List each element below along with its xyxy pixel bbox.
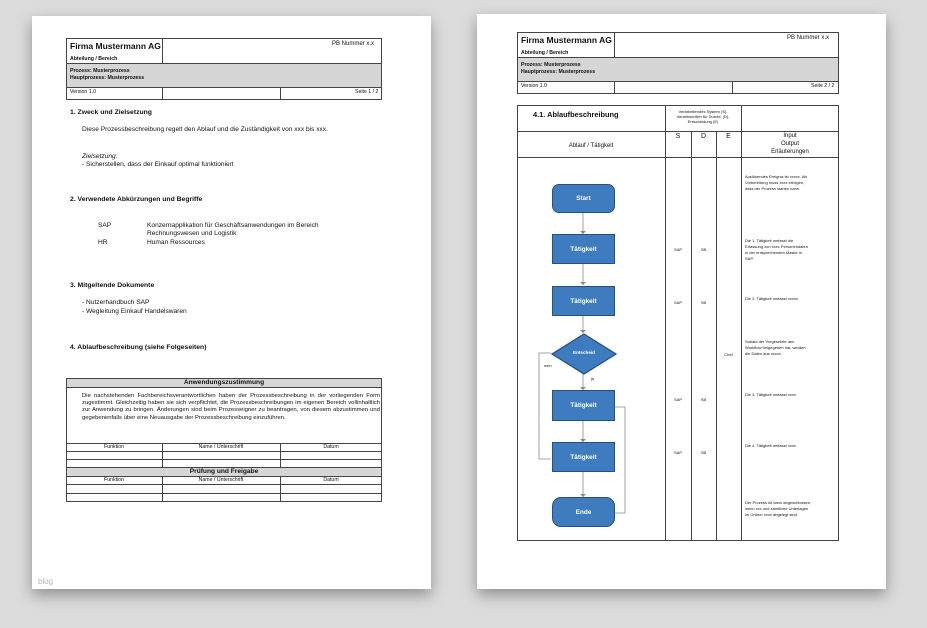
main-process-name: Hauptprozess: Musterprozess — [70, 75, 145, 81]
col-name-signature: Name / Unterschrift — [198, 444, 244, 450]
department: Abteilung / Bereich — [70, 56, 118, 62]
col-activity: Ablauf / Tätigkeit — [568, 143, 614, 149]
col-date: Datum — [323, 444, 339, 450]
goal-text: - Sicherstellen, dass der Einkauf optimal funktioniert — [82, 161, 234, 168]
company-name: Firma Mustermann AG — [521, 35, 612, 45]
flow-label-no: nein — [544, 363, 552, 368]
col-output: Output — [780, 141, 799, 147]
col-date: Datum — [323, 477, 339, 483]
main-process-name: Hauptprozess: Musterprozess — [521, 69, 596, 75]
pb-number: PB Nummer x.x — [332, 41, 375, 47]
process-name: Prozess: Musterprozess — [521, 62, 581, 68]
abbr-value: Human Ressources — [147, 239, 205, 246]
section-3-title: 3. Mitgeltende Dokumente — [70, 282, 155, 289]
row-note: dass der Prozess starten kann. — [745, 186, 801, 191]
legend-line: Verantwortlich für Durchf. (D), — [676, 114, 730, 119]
row-note: wenn xxx und sämtliche Unterlagen — [745, 506, 809, 511]
version: Version 1.0 — [521, 83, 547, 89]
row-note: im Ordner xxxx abgelegt sind. — [745, 512, 798, 517]
row-note: Die 4. Tätigkeit umfasst xxxx — [745, 443, 796, 448]
abbr-key: SAP — [98, 222, 112, 229]
document-page-2 — [477, 14, 886, 589]
row-note: Auslösendes Ereignis ist xxxxx. Als — [745, 174, 808, 179]
document-page-1 — [32, 16, 431, 589]
row-decision: Chef — [724, 352, 733, 357]
row-note: Vorbereitung muss xxxx erfolgen, — [745, 180, 805, 185]
col-d: D — [700, 133, 707, 140]
row-responsible: SB — [700, 450, 707, 455]
row-note: Die 1. Tätigkeit umfasst die — [745, 238, 794, 243]
row-note: SAP. — [745, 256, 754, 261]
section-1-title: 1. Zweck und Zielsetzung — [70, 109, 152, 116]
flow-task-1: Tätigkeit — [552, 234, 615, 264]
col-name-signature: Name / Unterschrift — [198, 477, 244, 483]
legend-line: Entscheidung (E) — [687, 119, 719, 124]
flow-end: Ende — [552, 497, 615, 527]
row-note: Der Prozess ist dann abgeschlossen, — [745, 500, 812, 505]
company-name: Firma Mustermann AG — [70, 41, 161, 51]
goal-label: Zielsetzung: — [82, 153, 118, 160]
row-system: SAP — [673, 397, 682, 402]
watermark: blog — [38, 577, 54, 586]
row-responsible: SB — [700, 397, 707, 402]
col-input: Input — [783, 133, 797, 139]
section-4-title: 4. Ablaufbeschreibung (siehe Folgeseiten) — [70, 344, 207, 351]
col-function: Funktion — [104, 444, 124, 450]
department: Abteilung / Bereich — [521, 50, 569, 56]
flow-decision-label: Entscheid — [573, 350, 595, 355]
col-explanations: Erläuterungen — [771, 149, 809, 155]
col-function: Funktion — [104, 477, 124, 483]
abbr-value: Rechnungswesen und Logistik — [147, 230, 237, 237]
section-1-text: Diese Prozessbeschreibung regelt den Ablauf und die Zuständigkeit von xxx bis xxx. — [82, 126, 328, 133]
page-number: Seite 2 / 2 — [811, 83, 835, 89]
col-e: E — [726, 133, 731, 140]
row-system: SAP — [673, 247, 682, 252]
row-system: SAP — [673, 450, 682, 455]
row-note: in der entsprechenden Maske in — [745, 250, 802, 255]
col-s: S — [675, 133, 681, 140]
row-responsible: SB — [700, 247, 707, 252]
page-number: Seite 1 / 2 — [355, 89, 379, 95]
row-note: Die 2. Tätigkeit umfasst xxxxx — [745, 296, 798, 301]
row-system: SAP — [673, 300, 682, 305]
process-name: Prozess: Musterprozess — [70, 68, 130, 74]
row-note: Die 3. Tätigkeit umfasst xxxx — [745, 392, 796, 397]
document-item: - Nutzerhandbuch SAP — [82, 299, 150, 306]
row-note: Workflow freigegeben hat, werden — [745, 345, 806, 350]
approval-text: Die nachstehenden Fachbereichsverantwortlichen haben der Prozessbeschreibung in der vorliegenden Form zugestimmt. Gleichzeitig haben sie sich verpflichtet, die Prozessbeschreibungen im eigenen Bereich vollinhaltlich zur Anwendung zu bringen. Änderungen sind beim Prozesseigner zu beantragen, von diesem abzustimmen und gegebenenfalls über eine Neuausgabe der Prozessbeschreibung einzuführen. — [82, 393, 380, 421]
pb-number: PB Nummer x.x — [787, 35, 830, 41]
table-title: 4.1. Ablaufbeschreibung — [533, 110, 619, 119]
row-note: Sobald der Vorgesetzte den — [745, 339, 795, 344]
flow-task-2: Tätigkeit — [552, 286, 615, 316]
flow-start: Start — [552, 184, 615, 213]
flow-label-yes: ja — [591, 376, 595, 381]
version: Version 1.0 — [70, 89, 96, 95]
document-item: - Wegleitung Einkauf Handelswaren — [82, 308, 187, 315]
flow-task-3: Tätigkeit — [552, 390, 615, 421]
flow-task-4: Tätigkeit — [552, 442, 615, 472]
abbr-value: Konzernapplikation für Geschäftsanwendungen im Bereich — [147, 222, 319, 229]
row-note: Erfassung von xxxx Personendaten — [745, 244, 808, 249]
abbr-key: HR — [98, 239, 108, 246]
row-responsible: SB — [700, 300, 707, 305]
row-note: die Daten aus xxxxx — [745, 351, 781, 356]
review-title: Prüfung und Freigabe — [189, 468, 259, 475]
approval-title: Anwendungszustimmung — [183, 379, 265, 386]
section-2-title: 2. Verwendete Abkürzungen und Begriffe — [70, 196, 203, 203]
legend-line: Verarbeitendes System (S), — [678, 109, 728, 114]
